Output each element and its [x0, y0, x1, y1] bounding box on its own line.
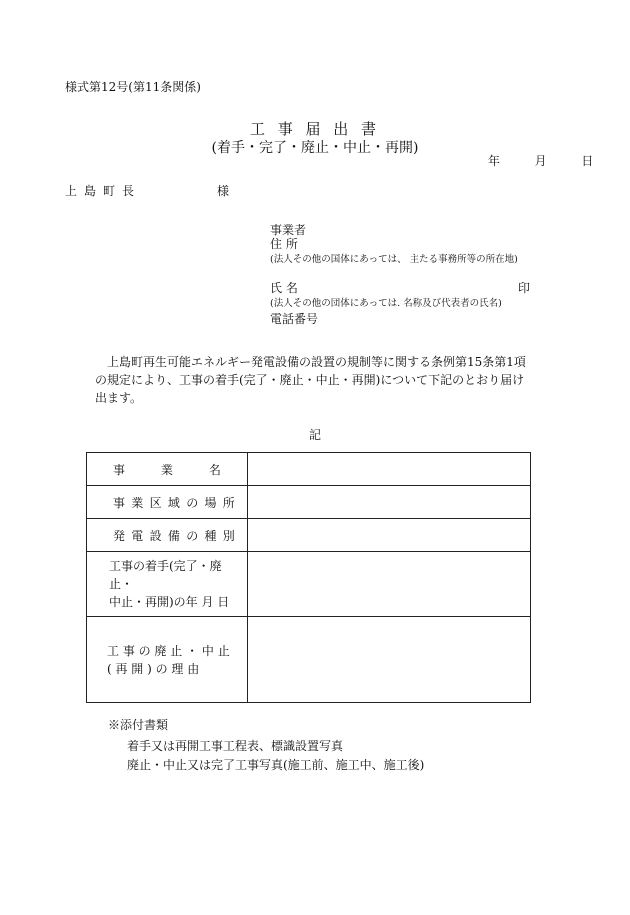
ki-heading: 記: [308, 428, 321, 442]
seal-mark: 印: [518, 281, 531, 295]
recipient-honorific: 様: [217, 184, 230, 198]
abolition-reason-field[interactable]: [247, 617, 530, 703]
table-row: [87, 453, 531, 486]
body-text: 上島町再生可能エネルギー発電設備の設置の規制等に関する条例第15条第1項の規定により、工事の着手(完了・廃止・中止・再開)について下記のとおり届け出ます。: [95, 355, 526, 405]
name-note: (法人その他の団体にあっては. 名称及び代表者の氏名): [270, 298, 502, 309]
label-char: 場: [204, 495, 217, 510]
details-table: [86, 452, 531, 703]
label-char: 業: [160, 462, 173, 477]
business-name-label: [87, 453, 248, 486]
address-note: (法人その他の国体にあっては、 主たる事務所等の所在地): [270, 254, 518, 265]
construction-date-label-line2: 中止・再開)の年 月 日: [109, 595, 230, 609]
label-char: 電: [131, 528, 144, 543]
label-char: の: [186, 495, 199, 510]
name-label: 氏 名: [270, 281, 298, 295]
attachments-title: ※添付書類: [108, 718, 169, 732]
equipment-type-field[interactable]: [247, 519, 530, 552]
table-row: [87, 519, 531, 552]
equipment-type-label: [87, 519, 248, 552]
document-subtitle: (着手・完了・廃止・中止・再開): [211, 140, 419, 156]
label-char: 発: [113, 528, 126, 543]
abolition-reason-label-line2: ( 再 開 ) の 理 由: [107, 661, 200, 676]
label-char: 別: [222, 528, 235, 543]
label-characters: [87, 527, 247, 544]
business-name-field[interactable]: [247, 453, 530, 486]
phone-label: 電話番号: [270, 312, 319, 326]
table-row: [87, 552, 531, 617]
label-char: 所: [222, 495, 235, 510]
abolition-reason-label: [87, 617, 248, 703]
label-char: 設: [149, 528, 162, 543]
document-title: 工 事 届 出 書: [249, 120, 381, 138]
label-characters: [87, 461, 247, 478]
date-day: 日: [581, 154, 594, 168]
construction-date-field[interactable]: [247, 552, 530, 617]
address-label: 住 所: [270, 237, 298, 251]
label-char: 域: [167, 495, 180, 510]
label-char: 種: [204, 528, 217, 543]
attachment-item: 廃止・中止又は完了工事写真(施工前、施工中、施工後): [127, 758, 425, 772]
label-char: 備: [167, 528, 180, 543]
date-month: 月: [534, 154, 547, 168]
label-characters: [87, 494, 247, 511]
construction-date-label-line1: 工事の着手(完了・廃止・: [109, 559, 222, 591]
table-row: [87, 617, 531, 703]
recipient: [65, 182, 141, 199]
body-paragraph: [95, 353, 535, 407]
abolition-reason-label-line1: 工 事 の 廃 止 ・ 中 止: [107, 643, 230, 658]
project-location-label: [87, 486, 248, 519]
form-number: 様式第12号(第11条関係): [65, 80, 201, 94]
recipient-name: 上島町長: [65, 184, 142, 198]
label-char: 業: [131, 495, 144, 510]
attachment-item: 着手又は再開工事工程表、標識設置写真: [127, 739, 344, 753]
construction-date-label: [87, 552, 248, 617]
date-year: 年: [488, 154, 501, 168]
date-line: [488, 152, 593, 169]
label-char: 名: [208, 462, 221, 477]
label-char: 区: [149, 495, 162, 510]
table-row: [87, 486, 531, 519]
project-location-field[interactable]: [247, 486, 530, 519]
label-char: の: [186, 528, 199, 543]
label-char: 事: [113, 462, 126, 477]
label-char: 事: [113, 495, 126, 510]
applicant-heading: 事業者: [270, 223, 307, 237]
